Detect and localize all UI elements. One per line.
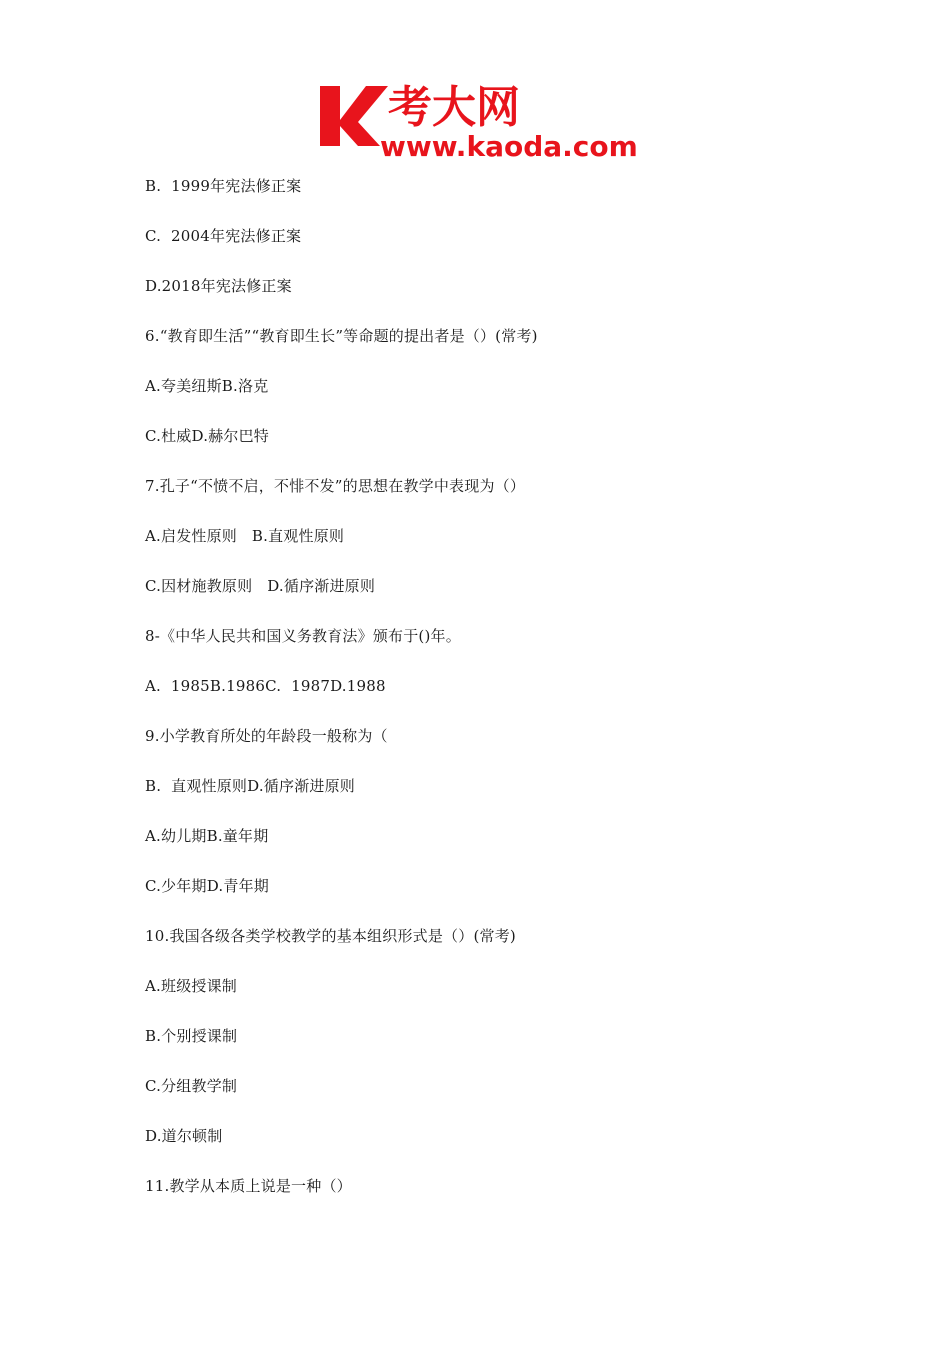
text-line: B. 1999年宪法修正案 bbox=[145, 177, 302, 195]
question-7: 7.孔子“不愤不启，不悱不发”的思想在教学中表现为（） bbox=[145, 477, 526, 495]
text-line: A.启发性原则 B.直观性原则 bbox=[145, 527, 345, 545]
k-mark-icon bbox=[320, 86, 388, 146]
text-line: A.幼儿期B.童年期 bbox=[145, 827, 269, 845]
question-10: 10.我国各级各类学校教学的基本组织形式是（）(常考) bbox=[145, 927, 516, 945]
text-line: A. 1985B.1986C. 1987D.1988 bbox=[145, 677, 386, 695]
text-line: D.道尔顿制 bbox=[145, 1127, 223, 1145]
text-line: C.分组教学制 bbox=[145, 1077, 238, 1095]
question-9: 9.小学教育所处的年龄段一般称为（ bbox=[145, 727, 388, 745]
question-8: 8-《中华人民共和国义务教育法》颁布于()年。 bbox=[145, 627, 461, 645]
text-line: A.班级授课制 bbox=[145, 977, 238, 995]
question-6: 6.“教育即生活”“教育即生长”等命题的提出者是（）(常考) bbox=[145, 327, 538, 345]
text-line: C.少年期D.青年期 bbox=[145, 877, 269, 895]
text-line: C. 2004年宪法修正案 bbox=[145, 227, 302, 245]
kaoda-logo-graphic bbox=[318, 82, 638, 162]
text-line: C.因材施教原则 D.循序渐进原则 bbox=[145, 577, 376, 595]
question-11: 11.教学从本质上说是一种（） bbox=[145, 1177, 352, 1195]
logo-brand-text: 考大网 bbox=[388, 82, 520, 133]
logo-url-text: www.kaoda.com bbox=[380, 130, 638, 162]
text-line: B. 直观性原则D.循序渐进原则 bbox=[145, 777, 355, 795]
text-line: B.个别授课制 bbox=[145, 1027, 238, 1045]
kaoda-logo bbox=[318, 82, 638, 162]
text-line: D.2018年宪法修正案 bbox=[145, 277, 292, 295]
text-line: C.杜威D.赫尔巴特 bbox=[145, 427, 269, 445]
text-line: A.夸美纽斯B.洛克 bbox=[145, 377, 269, 395]
